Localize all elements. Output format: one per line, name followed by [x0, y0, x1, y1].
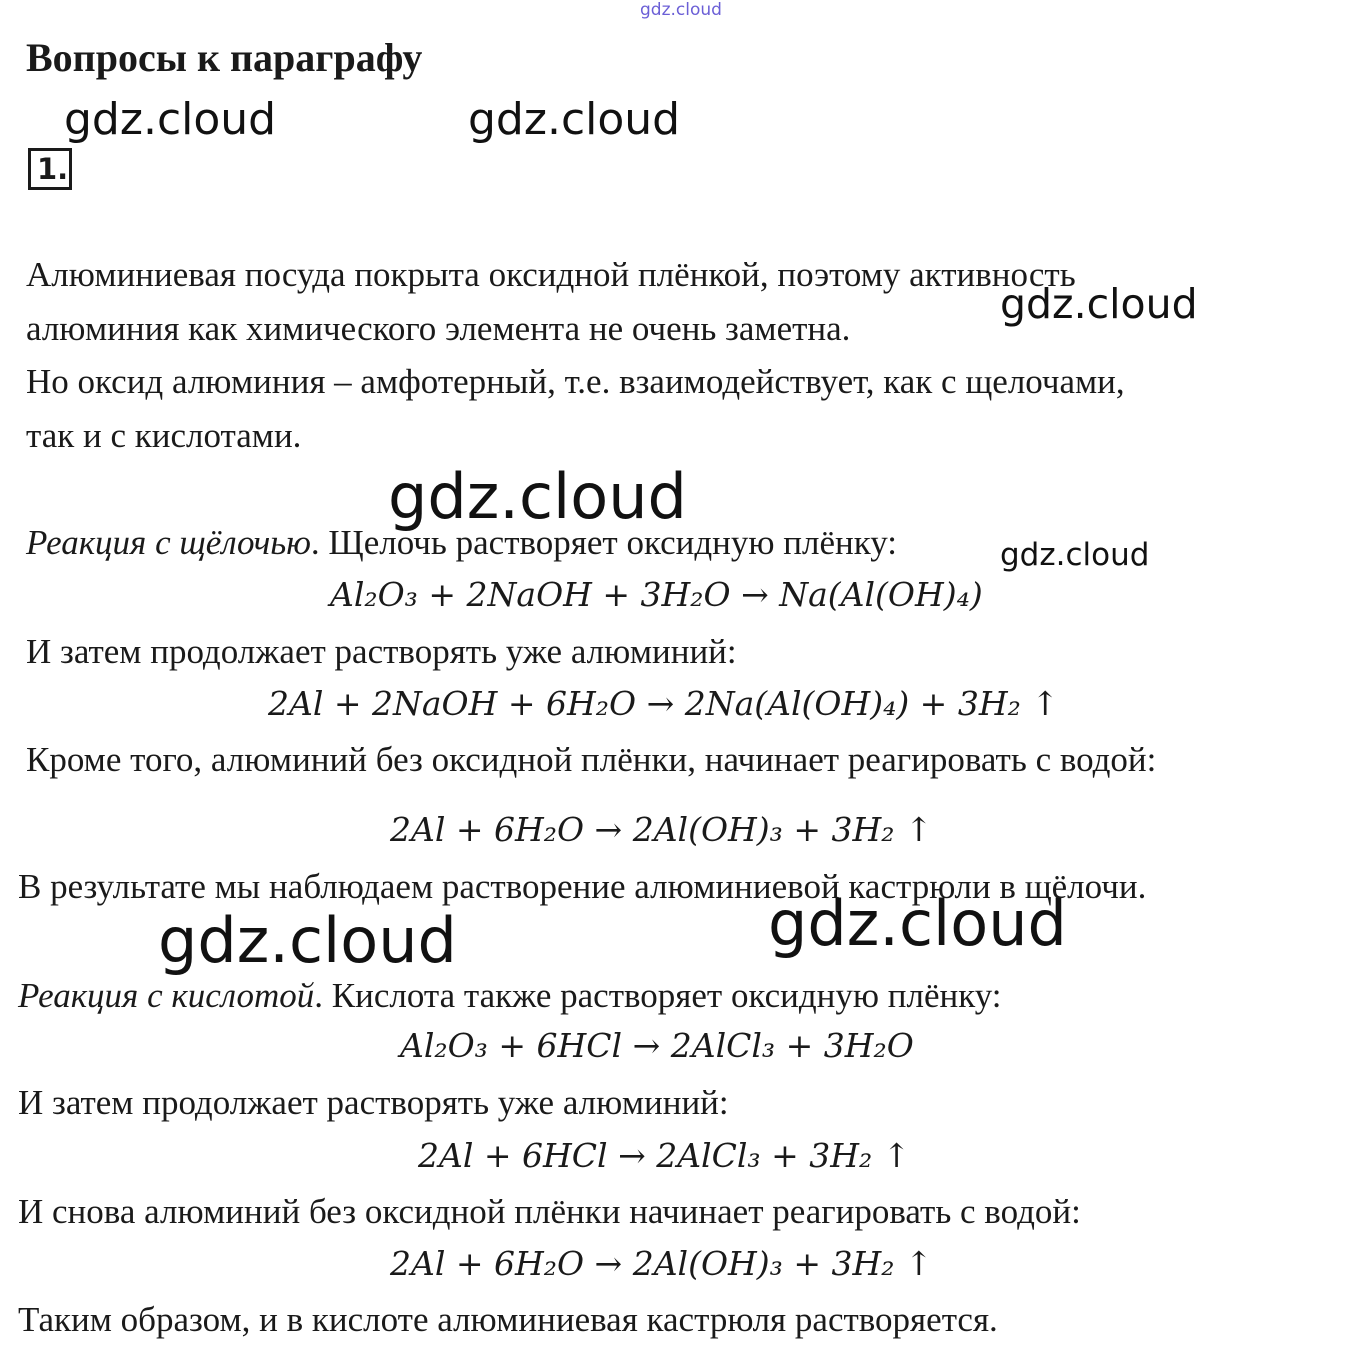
alkali-heading: Реакция с щёлочью: [26, 523, 311, 562]
acid-text: . Кислота также растворяет оксидную плёнку:: [314, 976, 1002, 1015]
paragraph-line: В результате мы наблюдаем растворение алюминиевой кастрюли в щёлочи.: [18, 867, 1147, 906]
acid-heading: Реакция с кислотой: [18, 976, 315, 1015]
watermark: gdz.cloud: [468, 94, 681, 145]
paragraph-line: Кроме того, алюминий без оксидной плёнки, начинает реагировать с водой:: [26, 740, 1157, 779]
watermark: gdz.cloud: [158, 904, 457, 977]
alkali-reaction-intro: [26, 525, 897, 560]
watermark: gdz.cloud: [388, 460, 687, 533]
paragraph-line: И затем продолжает растворять уже алюминий:: [26, 632, 737, 671]
equation-6: 2Al + 6H₂O → 2Al(OH)₃ + 3H₂ ↑: [390, 1244, 933, 1283]
acid-reaction-intro: [18, 978, 1002, 1013]
paragraph-line: алюминия как химического элемента не очень заметна.: [26, 309, 851, 348]
watermark: gdz.cloud: [768, 887, 1067, 960]
page-title: Вопросы к параграфу: [26, 35, 423, 80]
watermark-top: gdz.cloud: [640, 0, 722, 20]
equation-3: 2Al + 6H₂O → 2Al(OH)₃ + 3H₂ ↑: [390, 810, 933, 849]
equation-4: Al₂O₃ + 6HCl → 2AlCl₃ + 3H₂O: [400, 1026, 914, 1065]
question-number-box: 1.: [28, 148, 72, 190]
paragraph-line: Таким образом, и в кислоте алюминиевая кастрюля растворяется.: [18, 1300, 998, 1339]
watermark: gdz.cloud: [1000, 537, 1150, 573]
watermark: gdz.cloud: [64, 94, 277, 145]
alkali-text: . Щелочь растворяет оксидную плёнку:: [310, 523, 898, 562]
paragraph-line: И затем продолжает растворять уже алюминий:: [18, 1083, 729, 1122]
equation-2: 2Al + 2NaOH + 6H₂O → 2Na(Al(OH)₄) + 3H₂ ↑: [268, 684, 1059, 723]
paragraph-line: И снова алюминий без оксидной плёнки начинает реагировать с водой:: [18, 1192, 1081, 1231]
equation-1: Al₂O₃ + 2NaOH + 3H₂O → Na(Al(OH)₄): [330, 575, 983, 614]
watermark: gdz.cloud: [1000, 280, 1198, 328]
paragraph-line: так и с кислотами.: [26, 416, 302, 455]
equation-5: 2Al + 6HCl → 2AlCl₃ + 3H₂ ↑: [418, 1136, 911, 1175]
paragraph-line: Но оксид алюминия – амфотерный, т.е. взаимодействует, как с щелочами,: [26, 362, 1125, 401]
paragraph-line: Алюминиевая посуда покрыта оксидной плёнкой, поэтому активность: [26, 255, 1076, 294]
